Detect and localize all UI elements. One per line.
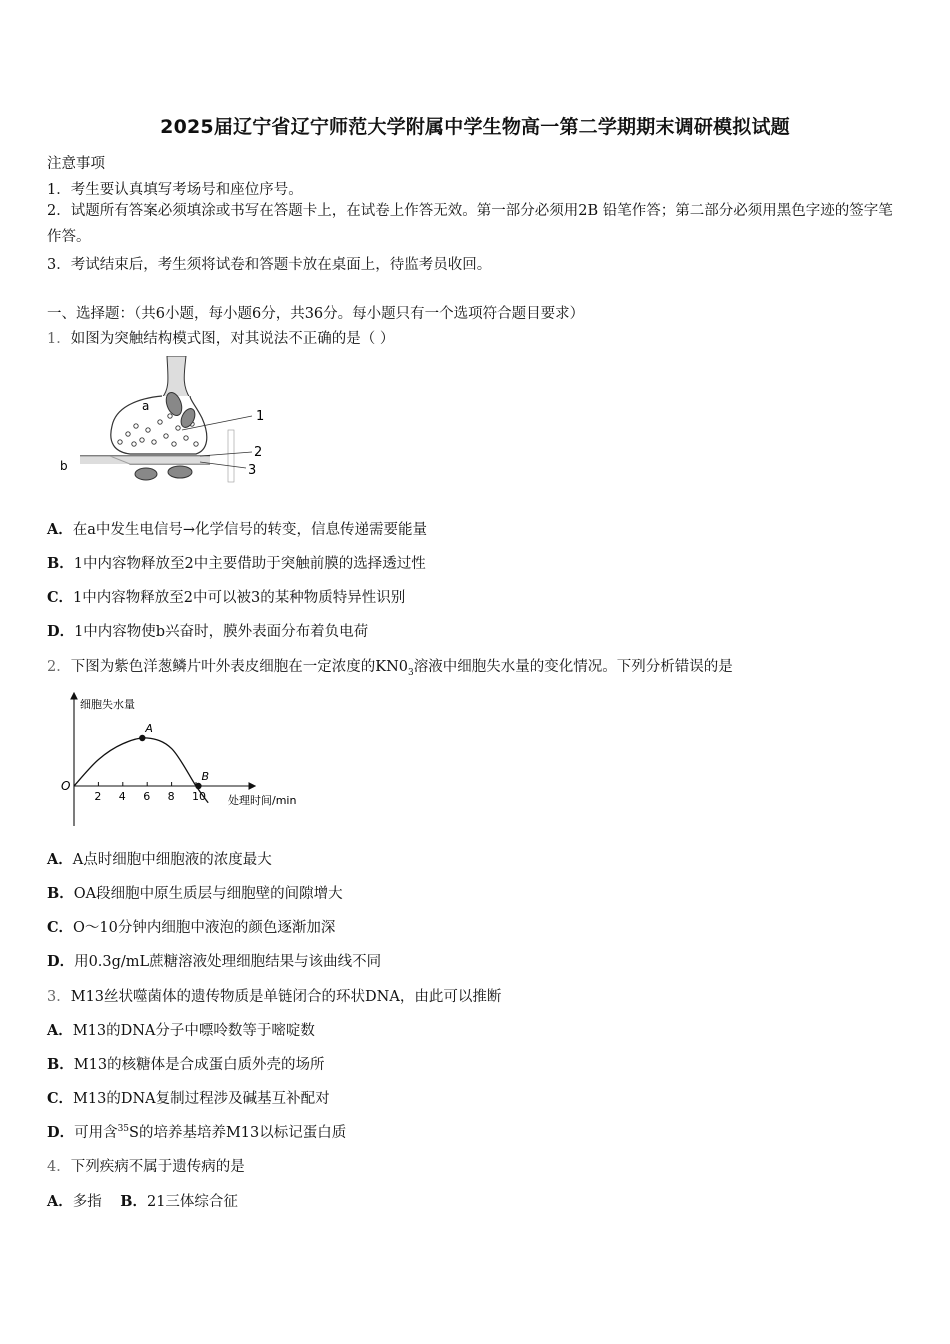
label-3: 3 — [248, 463, 257, 478]
q3-option-a: A．M13的DNA分子中嘌呤数等于嘧啶数 — [47, 1022, 315, 1039]
question-number: 1． — [47, 331, 71, 347]
q2-option-a: A．A点时细胞中细胞液的浓度最大 — [47, 851, 272, 868]
synapse-diagram — [50, 356, 280, 490]
label-2: 2 — [254, 445, 263, 460]
q3-option-c: C．M13的DNA复制过程涉及碱基互补配对 — [47, 1090, 330, 1107]
y-axis-label: 细胞失水量 — [80, 698, 135, 711]
q4-options: A．多指 B．21三体综合征 — [47, 1193, 238, 1210]
x-tick-label: 8 — [167, 790, 175, 803]
q3-option-d: D．可用含$^{35}$S的培养基培养M13以标记蛋白质 — [47, 1124, 347, 1141]
q2-option-d: D．用0.3g/mL蔗糖溶液处理细胞结果与该曲线不同 — [47, 953, 382, 970]
page-title: 2025届辽宁省辽宁师范大学附属中学生物高一第二学期期末调研模拟试题 — [160, 116, 790, 138]
notice-item-1: 1．考生要认真填写考场号和座位序号。 — [47, 182, 303, 198]
notice-heading: 注意事项 — [47, 156, 105, 172]
point-label-A: A — [145, 722, 153, 735]
x-axis-label: 处理时间/min — [228, 794, 297, 807]
point-B — [195, 783, 201, 789]
q3-option-b: B．M13的核糖体是合成蛋白质外壳的场所 — [47, 1056, 325, 1073]
label-b: b — [60, 459, 68, 473]
q2-option-b: B．OA段细胞中原生质层与细胞壁的间隙增大 — [47, 885, 343, 902]
question-text: 如图为突触结构模式图，对其说法不正确的是（ ） — [70, 331, 395, 347]
q1-option-b: B．1中内容物释放至2中主要借助于突触前膜的选择透过性 — [47, 555, 426, 572]
notice-item-2: 2．试题所有答案必须填涂或书写在答题卡上，在试卷上作答无效。第一部分必须用2B 铅笔作答；第二部分必须用黑色字迹的签字笔作答。 — [47, 203, 893, 245]
water-loss-chart — [58, 692, 318, 830]
notice-item-3: 3．考试结束后，考生须将试卷和答题卡放在桌面上，待监考员收回。 — [47, 257, 492, 273]
x-tick-label: 4 — [118, 790, 126, 803]
x-tick-label: 10 — [192, 790, 206, 803]
point-A — [139, 735, 145, 741]
x-tick-label: 6 — [143, 790, 151, 803]
label-1: 1 — [256, 409, 265, 424]
section-heading: 一、选择题：（共6小题，每小题6分，共36分。每小题只有一个选项符合题目要求） — [47, 306, 585, 322]
q2-option-c: C．O～10分钟内细胞中液泡的颜色逐渐加深 — [47, 919, 336, 936]
label-a: a — [142, 399, 150, 413]
q1-option-a: A．在a中发生电信号→化学信号的转变，信息传递需要能量 — [47, 521, 428, 538]
origin-label: O — [61, 779, 71, 793]
q1-option-d: D．1中内容物使b兴奋时，膜外表面分布着负电荷 — [47, 623, 369, 640]
question-4-stem: 4．下列疾病不属于遗传病的是 — [47, 1159, 245, 1175]
point-label-B: B — [201, 770, 209, 783]
question-3-stem: 3．M13丝状噬菌体的遗传物质是单链闭合的环状DNA，由此可以推断 — [47, 989, 502, 1005]
question-2-stem: 2．下图为紫色洋葱鳞片叶外表皮细胞在一定浓度的$KN0_3$溶液中细胞失水量的变化情况。下列分析错误的是 — [47, 659, 733, 678]
question-1-stem — [47, 327, 394, 348]
q1-option-c: C．1中内容物释放至2中可以被3的某种物质特异性识别 — [47, 589, 406, 606]
x-tick-label: 2 — [94, 790, 102, 803]
